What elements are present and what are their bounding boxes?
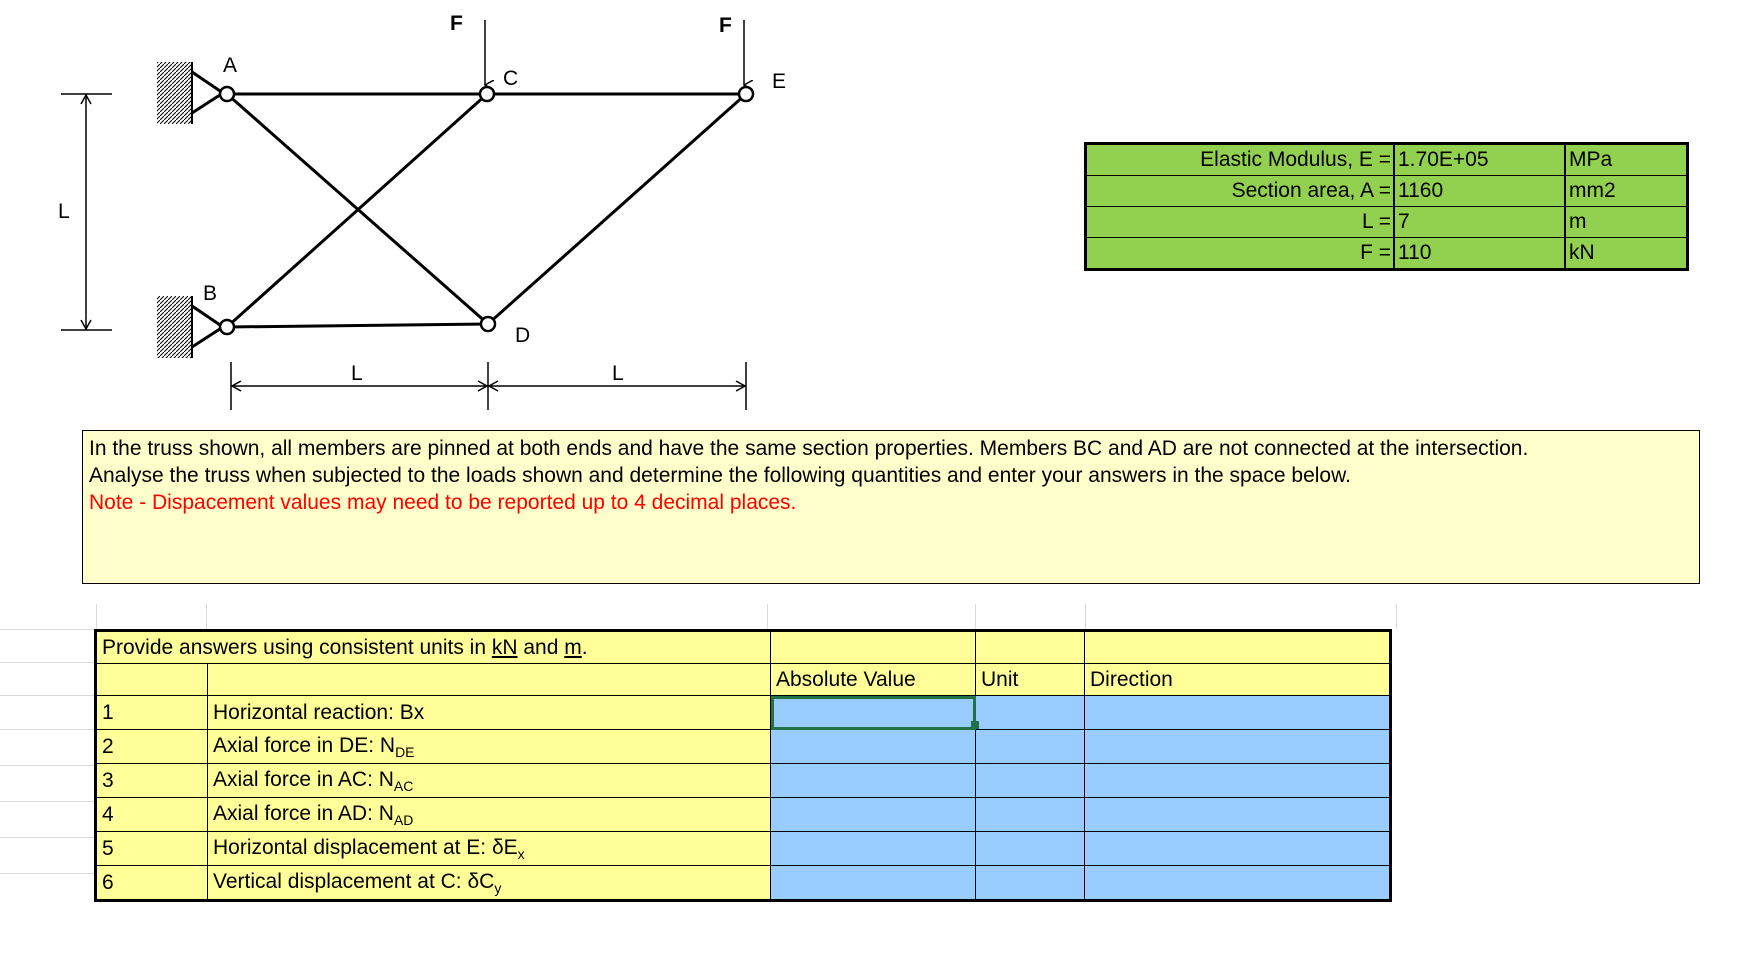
answer-row-3 [96, 764, 1391, 798]
gridline [1085, 604, 1086, 629]
row-text: Axial force in AC: N [213, 767, 394, 791]
row-number[interactable]: 1 [96, 696, 208, 730]
row-text: Vertical displacement at C: δC [213, 869, 495, 893]
header-cell-empty[interactable] [976, 631, 1085, 664]
row-text: Horizontal displacement at E: δE [213, 835, 518, 859]
direction-input-1[interactable] [1085, 696, 1391, 730]
gridline [0, 629, 94, 630]
member-bd [227, 324, 488, 327]
answer-row-1 [96, 696, 1391, 730]
header-cell-empty[interactable] [771, 631, 976, 664]
answer-table [94, 629, 1392, 902]
instruction-unit-kn: kN [491, 635, 518, 659]
row-number[interactable]: 4 [96, 798, 208, 832]
param-label[interactable]: Elastic Modulus, E = [1200, 148, 1391, 171]
param-row-l [1086, 207, 1688, 238]
absolute-value-input-5[interactable] [771, 832, 976, 866]
node-label-b: B [203, 282, 218, 305]
param-unit[interactable]: m [1565, 207, 1688, 238]
truss-diagram [0, 0, 900, 420]
gridline [0, 765, 94, 766]
statement-note: Note - Dispacement values may need to be reported up to 4 decimal places. [89, 491, 797, 514]
node-label-c: C [503, 67, 519, 90]
gridline [0, 662, 94, 663]
instruction-mid: and [517, 635, 565, 659]
direction-input-5[interactable] [1085, 832, 1391, 866]
member-de [488, 94, 746, 324]
param-label[interactable]: Section area, A = [1086, 176, 1395, 207]
answer-row-4 [96, 798, 1391, 832]
gridline [0, 873, 94, 874]
dim-label-horizontal-2: L [612, 362, 624, 385]
instruction-cell[interactable] [96, 631, 771, 664]
row-description[interactable] [208, 696, 771, 730]
direction-input-3[interactable] [1085, 764, 1391, 798]
statement-line-1: In the truss shown, all members are pinned at both ends and have the same section properties. Members BC and AD are not connected at the intersection. [89, 437, 1529, 460]
gridline [96, 604, 97, 629]
parameter-table [1084, 142, 1689, 271]
header-cell-empty[interactable] [1085, 631, 1391, 664]
node-e [739, 87, 753, 101]
gridline [0, 695, 94, 696]
unit-input-5[interactable] [976, 832, 1085, 866]
direction-input-4[interactable] [1085, 798, 1391, 832]
answer-row-2 [96, 730, 1391, 764]
param-unit[interactable]: mm2 [1565, 176, 1688, 207]
absolute-value-input-3[interactable] [771, 764, 976, 798]
node-d [481, 317, 495, 331]
node-label-e: E [772, 70, 787, 93]
row-text: Axial force in AD: N [213, 801, 394, 825]
answer-row-5 [96, 832, 1391, 866]
gridline [767, 604, 768, 629]
row-number[interactable]: 2 [96, 730, 208, 764]
unit-input-2[interactable] [976, 730, 1085, 764]
row-text: Axial force in DE: N [213, 733, 396, 757]
cell-fill-handle[interactable] [971, 721, 979, 729]
absolute-value-input-6[interactable] [771, 866, 976, 901]
gridline [975, 604, 976, 629]
direction-input-2[interactable] [1085, 730, 1391, 764]
header-absolute-value[interactable]: Absolute Value [771, 664, 976, 696]
support-a [157, 62, 223, 124]
node-b [220, 320, 234, 334]
param-unit[interactable]: kN [1565, 238, 1688, 270]
unit-input-4[interactable] [976, 798, 1085, 832]
unit-input-6[interactable] [976, 866, 1085, 901]
dim-label-horizontal-1: L [351, 362, 363, 385]
absolute-value-input-2[interactable] [771, 730, 976, 764]
row-description[interactable] [208, 730, 771, 764]
row-description[interactable] [208, 866, 771, 901]
param-row-f [1086, 238, 1688, 270]
gridline [0, 729, 94, 730]
dim-horizontal [231, 362, 746, 410]
truss-members [227, 94, 746, 327]
row-subscript: y [494, 879, 502, 896]
header-cell-empty[interactable] [96, 664, 208, 696]
instruction-suffix: . [581, 635, 588, 659]
answer-row-6 [96, 866, 1391, 901]
row-subscript: x [517, 845, 525, 862]
node-label-a: A [223, 54, 238, 77]
node-label-d: D [515, 324, 531, 347]
param-row-e [1086, 144, 1688, 176]
instruction-prefix: Provide answers using consistent units in [102, 635, 492, 659]
gridline [0, 837, 94, 838]
gridline [0, 801, 94, 802]
unit-input-3[interactable] [976, 764, 1085, 798]
instruction-row [96, 631, 1391, 664]
gridline [1396, 604, 1397, 629]
dim-label-vertical: L [58, 200, 70, 223]
row-description[interactable] [208, 764, 771, 798]
param-value[interactable]: 1160 [1394, 176, 1565, 207]
unit-input-1[interactable] [976, 696, 1085, 730]
header-unit[interactable]: Unit [976, 664, 1085, 696]
absolute-value-input-1[interactable] [771, 696, 976, 730]
node-a [220, 87, 234, 101]
column-header-row [96, 664, 1391, 696]
problem-statement[interactable] [82, 430, 1700, 584]
header-cell-empty[interactable] [208, 664, 771, 696]
row-subscript: AC [393, 777, 414, 794]
absolute-value-input-4[interactable] [771, 798, 976, 832]
param-value[interactable]: 7 [1394, 207, 1565, 238]
support-b [157, 296, 223, 358]
param-value[interactable]: 110 [1394, 238, 1565, 270]
param-value[interactable]: 1.70E+05 [1394, 144, 1565, 176]
direction-input-6[interactable] [1085, 866, 1391, 901]
row-number[interactable]: 5 [96, 832, 208, 866]
row-subscript: AD [393, 811, 414, 828]
load-label-e: F [719, 14, 732, 37]
row-subscript: DE [395, 743, 415, 760]
row-number[interactable]: 6 [96, 866, 208, 901]
param-unit[interactable]: MPa [1565, 144, 1688, 176]
instruction-unit-m: m [564, 635, 582, 659]
gridline [206, 604, 207, 629]
row-description[interactable] [208, 832, 771, 866]
header-direction[interactable]: Direction [1085, 664, 1391, 696]
param-row-a [1086, 176, 1688, 207]
node-c [480, 87, 494, 101]
row-description[interactable] [208, 798, 771, 832]
param-label[interactable]: F = [1086, 238, 1395, 270]
statement-line-2: Analyse the truss when subjected to the loads shown and determine the following quantities and enter your answers in the space below. [89, 464, 1351, 487]
row-text: Horizontal reaction: Bx [213, 700, 425, 724]
param-label[interactable]: L = [1086, 207, 1395, 238]
row-number[interactable]: 3 [96, 764, 208, 798]
load-label-c: F [450, 12, 463, 35]
